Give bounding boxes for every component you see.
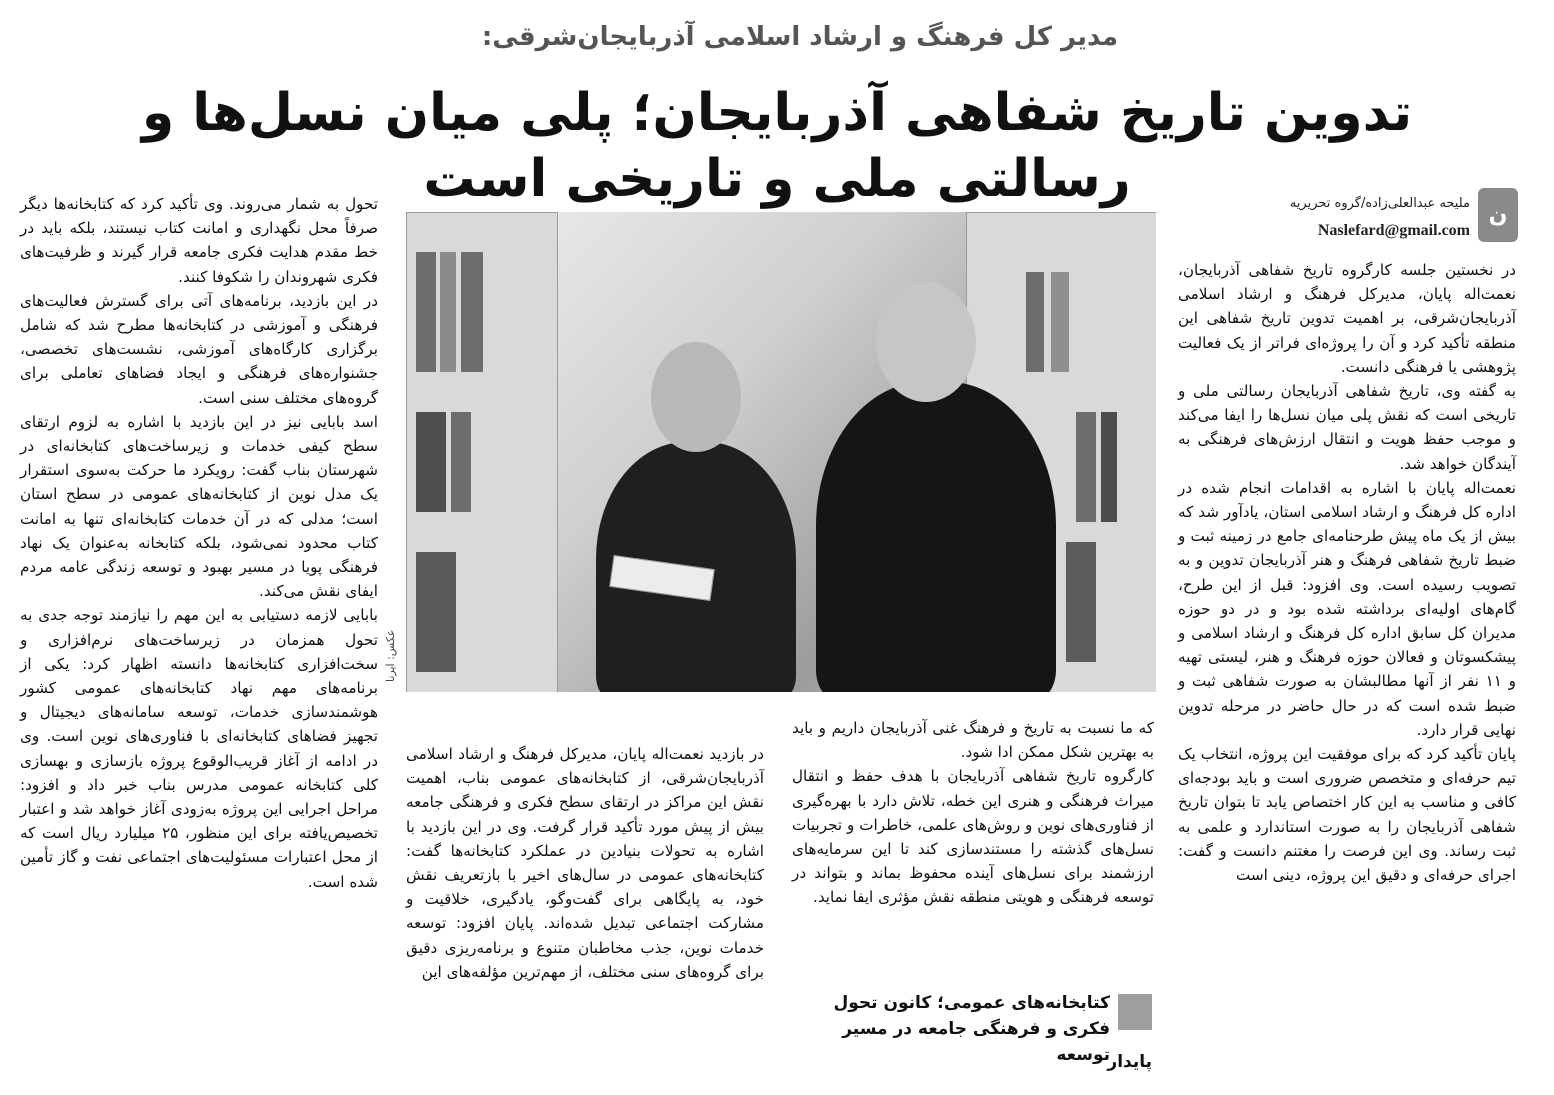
subhead-marker xyxy=(1118,994,1152,1030)
article-photo xyxy=(406,212,1156,692)
paragraph: نعمت‌اله پایان با اشاره به اقدامات انجام شده در اداره کل فرهنگ و ارشاد اسلامی استان، یادآور شد که بیش از یک ماه پیش طرحنامه‌ای جامع در زمینه ثبت و ضبط تاریخ شفاهی فرهنگ و هنر آذربایجان تدوین و به تصویب رسیده است. وی افزود: قبل از این طرح، گام‌های اولیه‌ای برداشته شده بود و در دو حوزه مدیران کل سابق اداره کل فرهنگ و ارشاد اسلامی و پیشکسوتان و فعالان حوزه فرهنگ و هنر، لیستی تهیه و ۱۱ نفر از آنها مطالبشان به صورت شفاهی ثبت و ضبط شده است که در حال حاضر در مرحله تدوین نهایی قرار دارد. xyxy=(1178,478,1516,739)
column-middle-right xyxy=(792,716,1154,910)
paragraph: کارگروه تاریخ شفاهی آذربایجان با هدف حفظ و انتقال میراث فرهنگی و هنری این خطه، تلاش دارد با بهره‌گیری از فناوری‌های نوین و روش‌های علمی، خاطرات و تجربیات نسل‌های گذشته را مستندسازی کند تا این سرمایه‌های ارزشمند برای نسل‌های آینده محفوظ بماند و بتواند در توسعه فرهنگی و هویتی منطقه نقش مؤثری ایفا نماید. xyxy=(792,767,1154,907)
paragraph: اسد بابایی نیز در این بازدید با اشاره به لزوم ارتقای سطح کیفی خدمات و زیرساخت‌های کتابخانه‌ای در شهرستان بناب گفت: رویکرد ما حرکت به‌سوی استقرار یک مدل نوین از کتابخانه‌های عمومی در سطح استان است؛ مدلی که در آن خدمات کتابخانه‌ای تنها به امانت کتاب محدود نمی‌شود، بلکه کتابخانه به‌عنوان یک نهاد فرهنگی پویا در مسیر بهبود و توسعه زندگی عامه مردم ایفای نقش می‌کند. xyxy=(20,412,378,601)
section-subheading-tail: پایدار xyxy=(1107,1052,1152,1072)
paragraph: که ما نسبت به تاریخ و فرهنگ غنی آذربایجان داریم و باید به بهترین شکل ممکن ادا شود. xyxy=(792,719,1154,762)
article-headline: تدوین تاریخ شفاهی آذربایجان؛ پلی میان نسل‌ها و رسالتی ملی و تاریخی است xyxy=(141,83,1413,209)
byline-email: Naslefard@gmail.com xyxy=(1317,222,1470,239)
paragraph: در نخستین جلسه کارگروه تاریخ شفاهی آذربایجان، نعمت‌اله پایان، مدیرکل فرهنگ و ارشاد اسلامی آذربایجان‌شرقی، بر اهمیت تدوین تاریخ شفاهی این منطقه تأکید کرد و آن را پروژه‌ای فراتر از یک فعالیت پژوهشی یا فرهنگی دانست. xyxy=(1178,261,1516,376)
publication-logo-icon: ن xyxy=(1478,188,1518,242)
paragraph: در بازدید نعمت‌اله پایان، مدیرکل فرهنگ و ارشاد اسلامی آذربایجان‌شرقی، از کتابخانه‌های عمومی بناب، اهمیت نقش این مراکز در ارتقای سطح فکری و فرهنگی جامعه بیش از پیش مورد تأکید قرار گرفت. وی در این بازدید با اشاره به تحولات بنیادین در عملکرد کتابخانه‌ها گفت: کتابخانه‌های عمومی در سال‌های اخیر با بازتعریف نقش خود، به پایگاهی برای گفت‌وگو، یادگیری، خلاقیت و مشارکت اجتماعی تبدیل شده‌اند. پایان افزود: توسعه خدمات نوین، جذب مخاطبان متنوع و برنامه‌ریزی دقیق برای گروه‌های سنی مختلف، از مهم‌ترین مؤلفه‌های این xyxy=(406,745,764,981)
column-right xyxy=(1178,258,1516,887)
paragraph: به گفته وی، تاریخ شفاهی آذربایجان رسالتی ملی و تاریخی است که نقش پلی میان نسل‌ها را ایفا می‌کند و موجب حفظ هویت و انتقال ارزش‌های فرهنگی به آیندگان خواهد شد. xyxy=(1178,382,1516,473)
column-left xyxy=(20,192,378,894)
paragraph: پایان تأکید کرد که برای موفقیت این پروژه، انتخاب یک تیم حرفه‌ای و متخصص ضروری است و باید بودجه‌ای کافی و مناسب به این کار اختصاص یابد تا بتوان تاریخ شفاهی آذربایجان را به صورت استاندارد و علمی به ثبت رساند. وی این فرصت را مغتنم دانست و گفت: اجرای حرفه‌ای و دقیق این پروژه، دینی است xyxy=(1178,745,1516,885)
paragraph: بابایی لازمه دستیابی به این مهم را نیازمند توجه جدی به تحول همزمان در زیرساخت‌های نرم‌افزاری و سخت‌افزاری کتابخانه‌ها دانسته اظهار کرد: یکی از برنامه‌های مهم نهاد کتابخانه‌های عمومی کشور هوشمندسازی خدمات، توسعه سامانه‌های دیجیتال و تجهیز فضاهای کتابخانه‌ای با فناوری‌های نوین است. وی در ادامه از آغاز قریب‌الوقوع پروژه بازسازی و بهسازی کلی کتابخانه عمومی مدرس بناب خبر داد و افزود: مراحل اجرایی این پروژه به‌زودی آغاز خواهد شد و اعتبار تخصیص‌یافته برای این منظور، ۲۵ میلیارد ریال است که از محل اعتبارات مسئولیت‌های اجتماعی نفت و گاز تأمین شده است. xyxy=(20,606,378,891)
paragraph: تحول به شمار می‌روند. وی تأکید کرد که کتابخانه‌ها دیگر صرفاً محل نگهداری و امانت کتاب نیستند، بلکه باید در خط مقدم هدایت فکری جامعه قرار گیرند و ظرفیت‌های فکری شهروندان را شکوفا کنند. xyxy=(20,195,378,286)
column-middle-left xyxy=(406,742,764,984)
paragraph: در این بازدید، برنامه‌های آتی برای گسترش فعالیت‌های فرهنگی و آموزشی در کتابخانه‌ها مطرح شد که شامل برگزاری کارگاه‌های آموزشی، نشست‌های تخصصی، جشنواره‌های فرهنگی و ایجاد فضاهای تعاملی برای گروه‌های مختلف سنی است. xyxy=(20,291,378,407)
photo-credit: عکس: ایرنا xyxy=(384,629,397,682)
section-subheading: کتابخانه‌های عمومی؛ کانون تحول فکری و فرهنگی جامعه در مسیر توسعه xyxy=(833,993,1110,1065)
article-kicker: مدیر کل فرهنگ و ارشاد اسلامی آذربایجان‌شرقی: xyxy=(481,22,1119,52)
byline-author: ملیحه عبدالعلی‌زاده/گروه تحریریه xyxy=(1289,196,1470,211)
